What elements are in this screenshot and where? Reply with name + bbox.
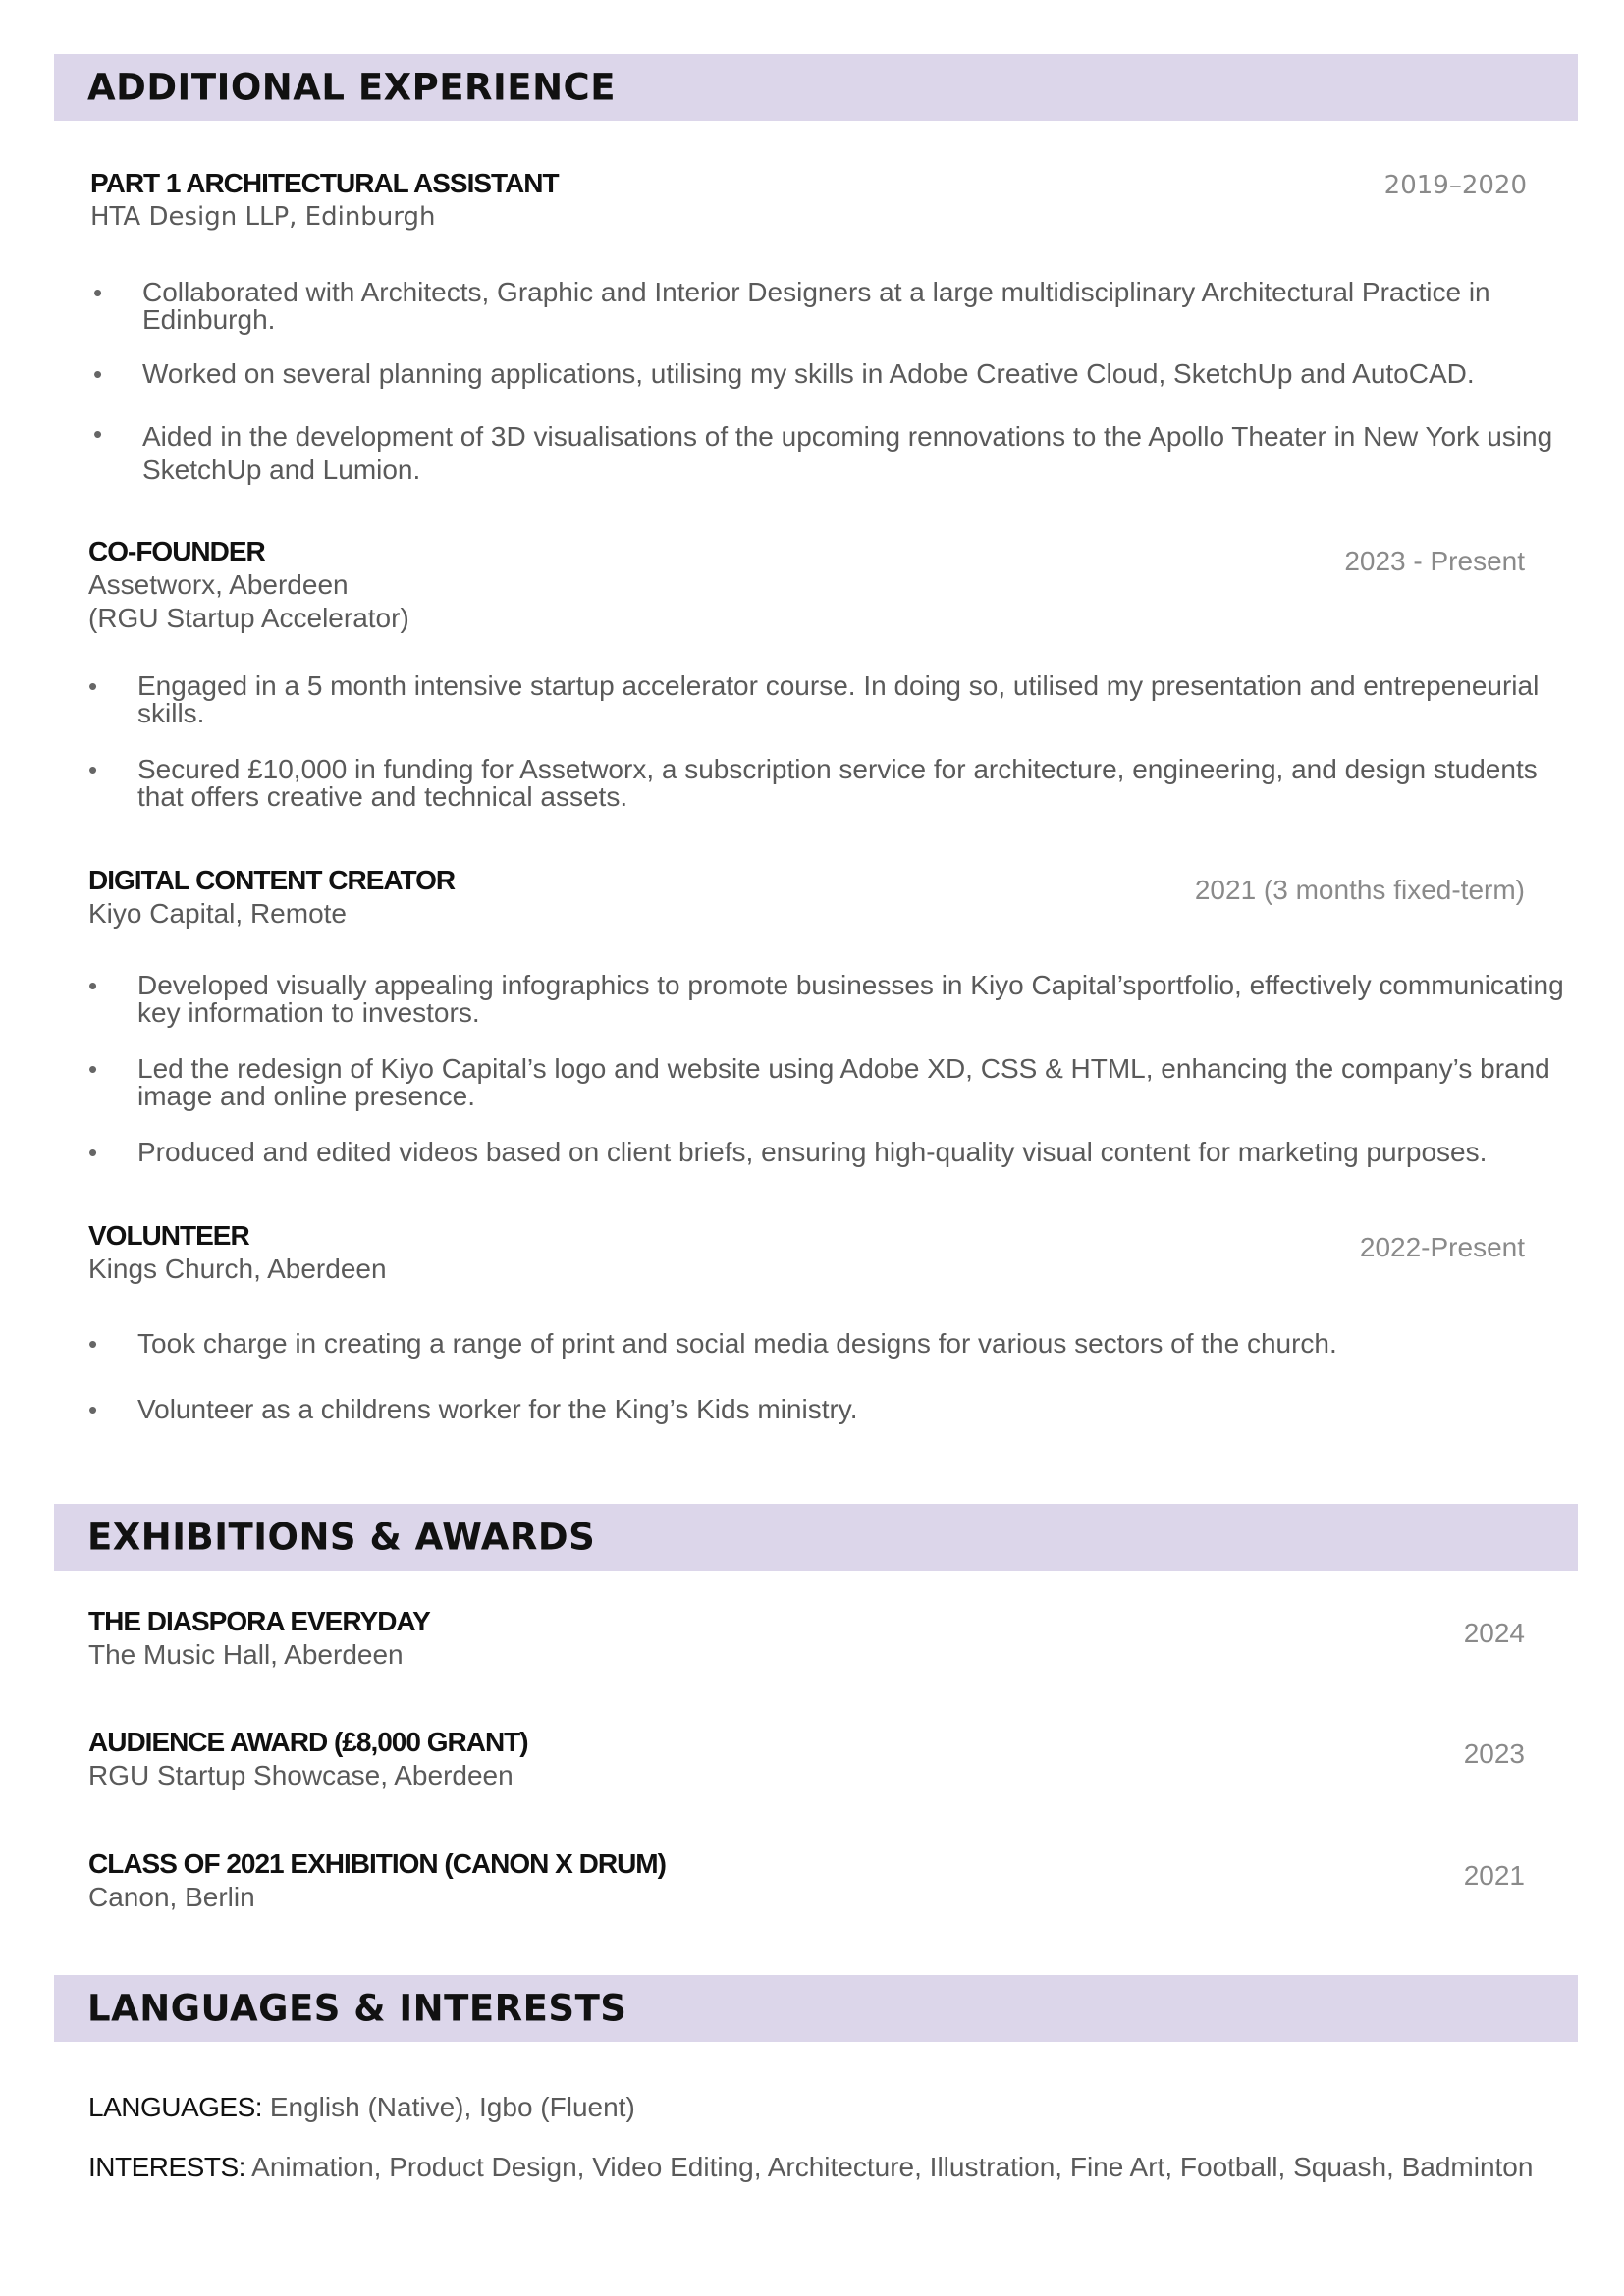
experience-entry-kiyo (88, 864, 1525, 931)
bullet-dot: • (88, 671, 98, 701)
bullet-text: Led the redesign of Kiyo Capital’s logo and website using Adobe XD, CSS & HTML, enhancing the company’s brand image and online presence. (137, 1053, 1550, 1111)
experience-entry-hta (90, 167, 1527, 234)
entry-date: 2019–2020 (1383, 171, 1527, 200)
entry-organization: Kiyo Capital, Remote (88, 898, 348, 929)
bullet-text: Took charge in creating a range of print and social media designs for various sectors of the church. (137, 1328, 1337, 1359)
section-header-additional-experience (54, 54, 1578, 121)
bullet-text: Produced and edited videos based on client briefs, ensuring high-quality visual content for marketing purposes. (137, 1137, 1488, 1167)
languages-line (88, 2091, 635, 2124)
section-title: EXHIBITIONS & AWARDS (87, 1516, 596, 1559)
bullet-dot: • (93, 419, 103, 449)
experience-entry-assetworx (88, 535, 1525, 635)
section-title: ADDITIONAL EXPERIENCE (87, 66, 616, 109)
interests-value: Animation, Product Design, Video Editing, Architecture, Illustration, Fine Art, Football, Squash, Badminton (244, 2152, 1534, 2182)
bullet-text: Aided in the development of 3D visualisations of the upcoming rennovations to the Apollo Theater in New York using SketchUp and Lumion. (142, 421, 1553, 485)
award-entry (88, 1847, 1525, 1914)
award-title: CLASS OF 2021 EXHIBITION (CANON X DRUM) (88, 1848, 666, 1879)
bullet-dot: • (93, 359, 103, 389)
entry-date: 2023 - Present (1344, 546, 1525, 576)
bullet-text: Worked on several planning applications, utilising my skills in Adobe Creative Cloud, SketchUp and AutoCAD. (142, 358, 1475, 389)
award-entry (88, 1605, 1525, 1672)
entry-organization: HTA Design LLP, Edinburgh (90, 202, 436, 232)
bullet-text: Collaborated with Architects, Graphic and Interior Designers at a large multidisciplinary Architectural Practice in Edinburgh. (142, 277, 1490, 335)
entry-title: DIGITAL CONTENT CREATOR (88, 865, 456, 895)
entry-organization: Kings Church, Aberdeen (88, 1254, 387, 1284)
bullet-dot: • (93, 278, 103, 307)
bullet-text: Developed visually appealing infographics to promote businesses in Kiyo Capital’sportfolio, effectively communicating key information to investors. (137, 970, 1564, 1028)
award-year: 2024 (1463, 1618, 1525, 1648)
award-entry (88, 1726, 1525, 1792)
award-year: 2023 (1463, 1738, 1525, 1769)
entry-title: CO-FOUNDER (88, 536, 265, 566)
bullet-dot: • (88, 971, 98, 1000)
bullet-text: Engaged in a 5 month intensive startup accelerator course. In doing so, utilised my presentation and entrepeneurial skills. (137, 670, 1540, 728)
entry-title: PART 1 ARCHITECTURAL ASSISTANT (90, 168, 559, 198)
entry-date: 2021 (3 months fixed-term) (1194, 875, 1525, 905)
bullet-dot: • (88, 1138, 98, 1167)
award-place: RGU Startup Showcase, Aberdeen (88, 1760, 514, 1790)
section-header-languages-interests (54, 1975, 1578, 2042)
languages-label: LANGUAGES: (88, 2092, 263, 2122)
award-place: Canon, Berlin (88, 1882, 255, 1912)
interests-label: INTERESTS: (88, 2152, 245, 2182)
experience-entry-volunteer (88, 1219, 1525, 1286)
entry-date: 2022-Present (1359, 1232, 1525, 1262)
entry-organization: Assetworx, Aberdeen (88, 569, 349, 600)
languages-value: English (Native), Igbo (Fluent) (262, 2092, 635, 2122)
bullet-dot: • (88, 1329, 98, 1359)
award-title: AUDIENCE AWARD (£8,000 GRANT) (88, 1727, 528, 1757)
entry-title: VOLUNTEER (88, 1220, 249, 1251)
award-place: The Music Hall, Aberdeen (88, 1639, 404, 1670)
award-title: THE DIASPORA EVERYDAY (88, 1606, 430, 1636)
interests-line (88, 2151, 1533, 2184)
entry-organization-note: (RGU Startup Accelerator) (88, 603, 409, 633)
bullet-dot: • (88, 755, 98, 784)
award-year: 2021 (1463, 1860, 1525, 1891)
section-title: LANGUAGES & INTERESTS (87, 1987, 627, 2030)
bullet-dot: • (88, 1054, 98, 1084)
bullet-text: Volunteer as a childrens worker for the King’s Kids ministry. (137, 1394, 858, 1424)
bullet-text: Secured £10,000 in funding for Assetworx, a subscription service for architecture, engineering, and design students that offers creative and technical assets. (137, 754, 1538, 812)
section-header-exhibitions-awards (54, 1504, 1578, 1571)
bullet-dot: • (88, 1395, 98, 1424)
